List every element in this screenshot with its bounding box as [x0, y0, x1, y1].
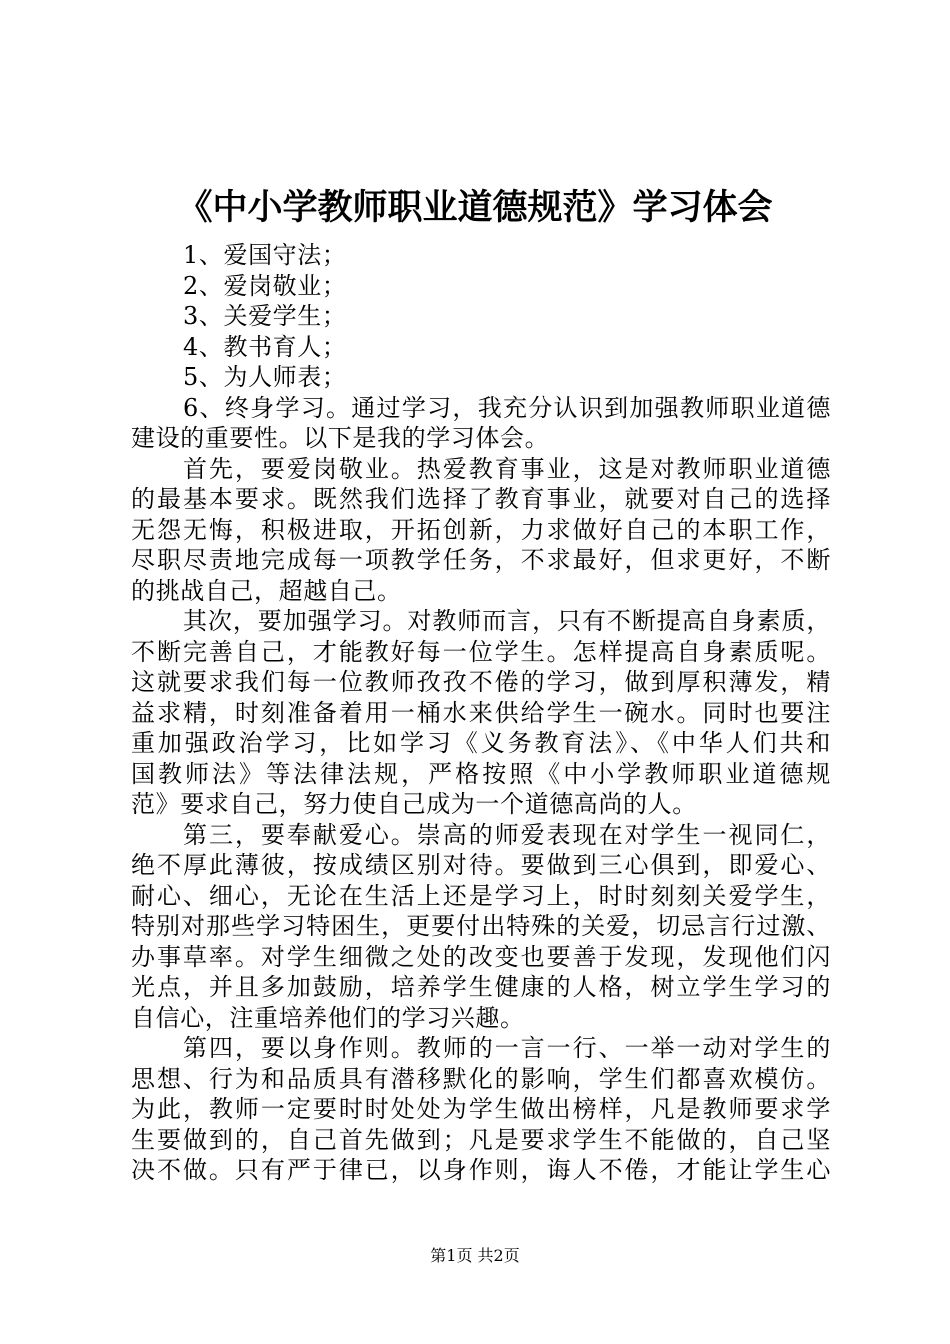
text-line: 重加强政治学习，比如学习《义务教育法》、《中华人们共和	[131, 729, 831, 757]
text-line: 耐心、细心，无论在生活上还是学习上，时时刻刻关爱学生，	[131, 881, 831, 910]
text-line: 特别对那些学习特困生，更要付出特殊的关爱，切忌言行过激、	[131, 912, 831, 940]
text-line: 国教师法》等法律法规，严格按照《中小学教师职业道德规	[131, 759, 831, 788]
text-line: 尽职尽责地完成每一项教学任务，不求最好，但求更好，不断	[131, 546, 831, 574]
text-line: 决不做。只有严于律已，以身作则，诲人不倦，才能让学生心	[131, 1156, 831, 1184]
text-line: 生要做到的，自己首先做到；凡是要求学生不能做的，自己坚	[131, 1125, 831, 1154]
page-footer: 第1页 共2页	[430, 1246, 520, 1265]
text-line: 为此，教师一定要时时处处为学生做出榜样，凡是教师要求学	[131, 1095, 831, 1123]
document-title: 《中小学教师职业道德规范》学习体会	[177, 187, 773, 228]
text-line: 的挑战自己，超越自己。	[131, 576, 402, 605]
text-line: 首先，要爱岗敬业。热爱教育事业，这是对教师职业道德	[183, 454, 831, 483]
text-line: 5、为人师表；	[183, 363, 347, 391]
text-line: 6、终身学习。通过学习，我充分认识到加强教师职业道德	[183, 393, 831, 422]
text-line: 不断完善自己，才能教好每一位学生。怎样提高自身素质呢。	[131, 637, 831, 666]
text-line: 3、关爱学生；	[183, 302, 347, 330]
text-line: 1、爱国守法；	[183, 241, 347, 269]
text-line: 益求精，时刻准备着用一桶水来供给学生一碗水。同时也要注	[131, 698, 831, 727]
text-line: 2、爱岗敬业；	[183, 271, 347, 300]
text-line: 无怨无悔，积极进取，开拓创新，力求做好自己的本职工作，	[131, 515, 831, 544]
text-line: 光点，并且多加鼓励，培养学生健康的人格，树立学生学习的	[131, 973, 831, 1001]
text-line: 自信心，注重培养他们的学习兴趣。	[131, 1003, 525, 1032]
text-line: 这就要求我们每一位教师孜孜不倦的学习，做到厚积薄发，精	[131, 668, 831, 696]
text-line: 第四，要以身作则。教师的一言一行、一举一动对学生的	[183, 1034, 831, 1062]
text-line: 其次，要加强学习。对教师而言，只有不断提高自身素质，	[183, 607, 831, 635]
text-line: 第三，要奉献爱心。崇高的师爱表现在对学生一视同仁，	[183, 820, 831, 849]
text-line: 范》要求自己，努力使自己成为一个道德高尚的人。	[131, 790, 697, 818]
text-line: 思想、行为和品质具有潜移默化的影响，学生们都喜欢模仿。	[131, 1064, 831, 1093]
text-line: 绝不厚此薄彼，按成绩区别对待。要做到三心俱到，即爱心、	[131, 851, 831, 879]
text-line: 建设的重要性。以下是我的学习体会。	[131, 424, 550, 452]
document-body	[131, 240, 831, 1186]
text-line: 办事草率。对学生细微之处的改变也要善于发现，发现他们闪	[131, 942, 831, 971]
text-line: 的最基本要求。既然我们选择了教育事业，就要对自己的选择	[131, 485, 831, 513]
text-line: 4、教书育人；	[183, 332, 347, 361]
